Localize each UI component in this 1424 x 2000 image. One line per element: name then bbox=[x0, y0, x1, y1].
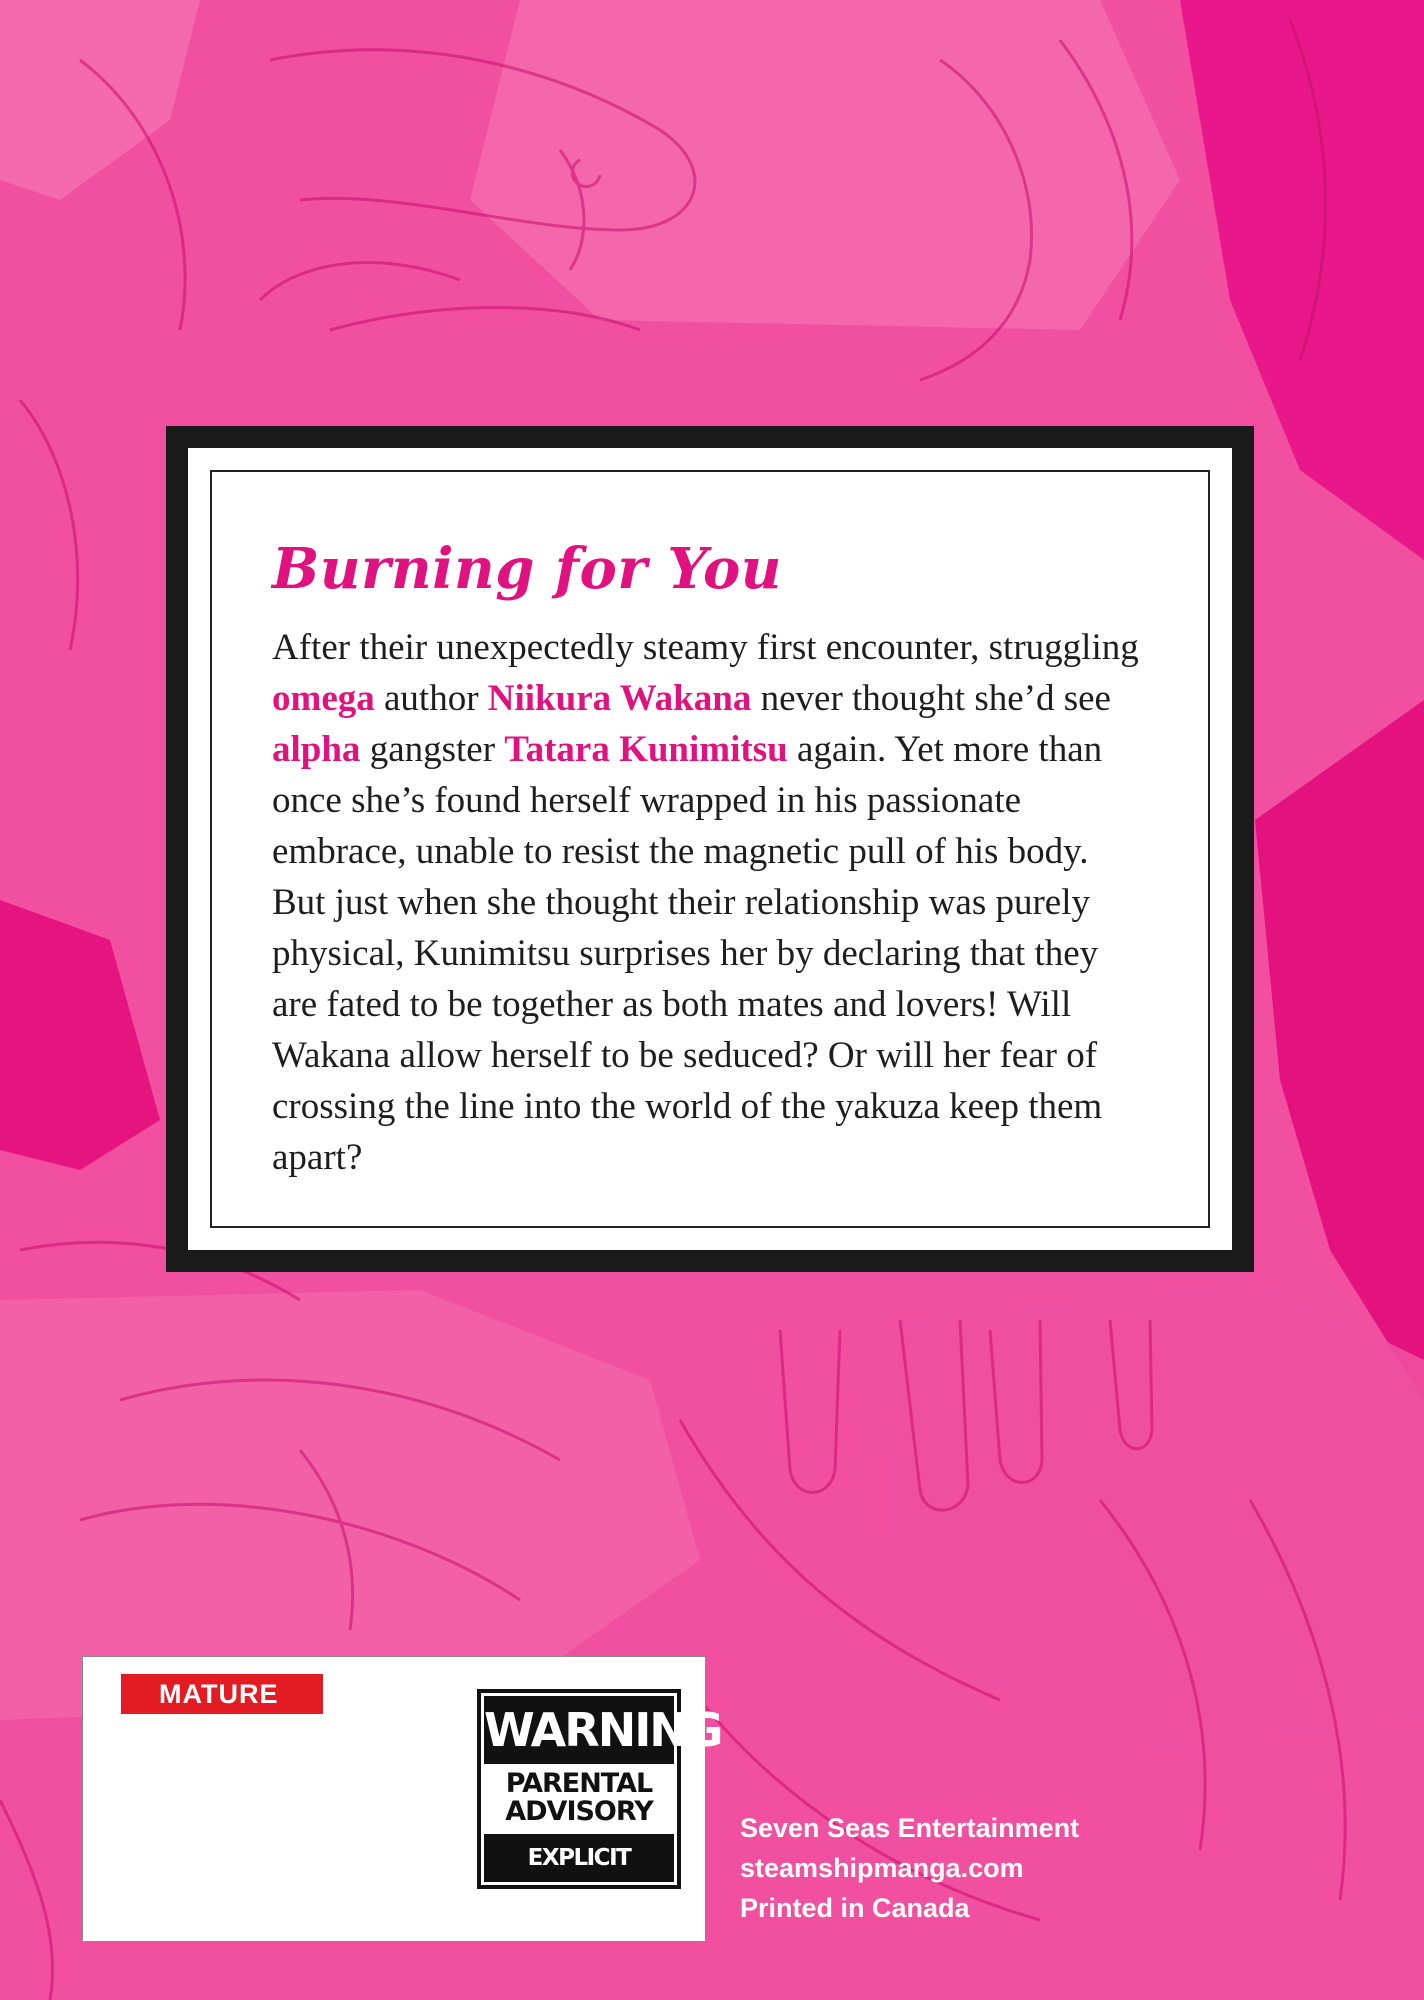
blurb-inner-border bbox=[210, 470, 1210, 1228]
advisory-explicit-content: EXPLICIT CONTENT bbox=[484, 1834, 674, 1882]
rating-box bbox=[82, 1656, 722, 1942]
blurb-text: never thought she’d see bbox=[751, 678, 1111, 719]
blurb-paragraph bbox=[272, 622, 1148, 1183]
highlight-omega: omega bbox=[272, 678, 375, 719]
printed-location: Printed in Canada bbox=[740, 1893, 970, 1923]
advisory-line-advisory: ADVISORY bbox=[505, 1796, 653, 1827]
blurb-text: again. Yet more than once she’s found herself wrapped in his passionate embrace, unable to resist the magnetic pull of his body. But just when she thought their relationship was purely physical, Kunimitsu surprises her by declaring that they are fated to be together as both mates and lovers! Will Wakana allow herself to be seduced? Or will her fear of crossing the line into the world of the yakuza keep them apart? bbox=[272, 729, 1103, 1178]
publisher-info bbox=[740, 1808, 1079, 1928]
blurb-panel bbox=[188, 448, 1232, 1250]
book-title: Burning for You bbox=[272, 536, 783, 602]
blurb-frame bbox=[166, 426, 1254, 1272]
blurb-text: author bbox=[374, 678, 488, 719]
highlight-character-wakana: Niikura Wakana bbox=[487, 678, 752, 719]
advisory-line-parental: PARENTAL bbox=[505, 1768, 653, 1799]
highlight-alpha: alpha bbox=[272, 729, 361, 770]
advisory-middle bbox=[484, 1770, 674, 1826]
parental-advisory-label bbox=[477, 1689, 722, 1919]
blurb-text: gangster bbox=[360, 729, 505, 770]
publisher-name: Seven Seas Entertainment bbox=[740, 1813, 1080, 1843]
blurb-text: After their unexpectedly steamy first encounter, struggling bbox=[272, 627, 1139, 668]
mature-rating-badge: MATURE bbox=[121, 1674, 323, 1714]
highlight-character-kunimitsu: Tatara Kunimitsu bbox=[504, 729, 788, 770]
publisher-website: steamshipmanga.com bbox=[740, 1853, 1024, 1883]
parental-advisory-inner bbox=[481, 1693, 722, 1919]
advisory-warning: WARNING bbox=[484, 1696, 674, 1764]
